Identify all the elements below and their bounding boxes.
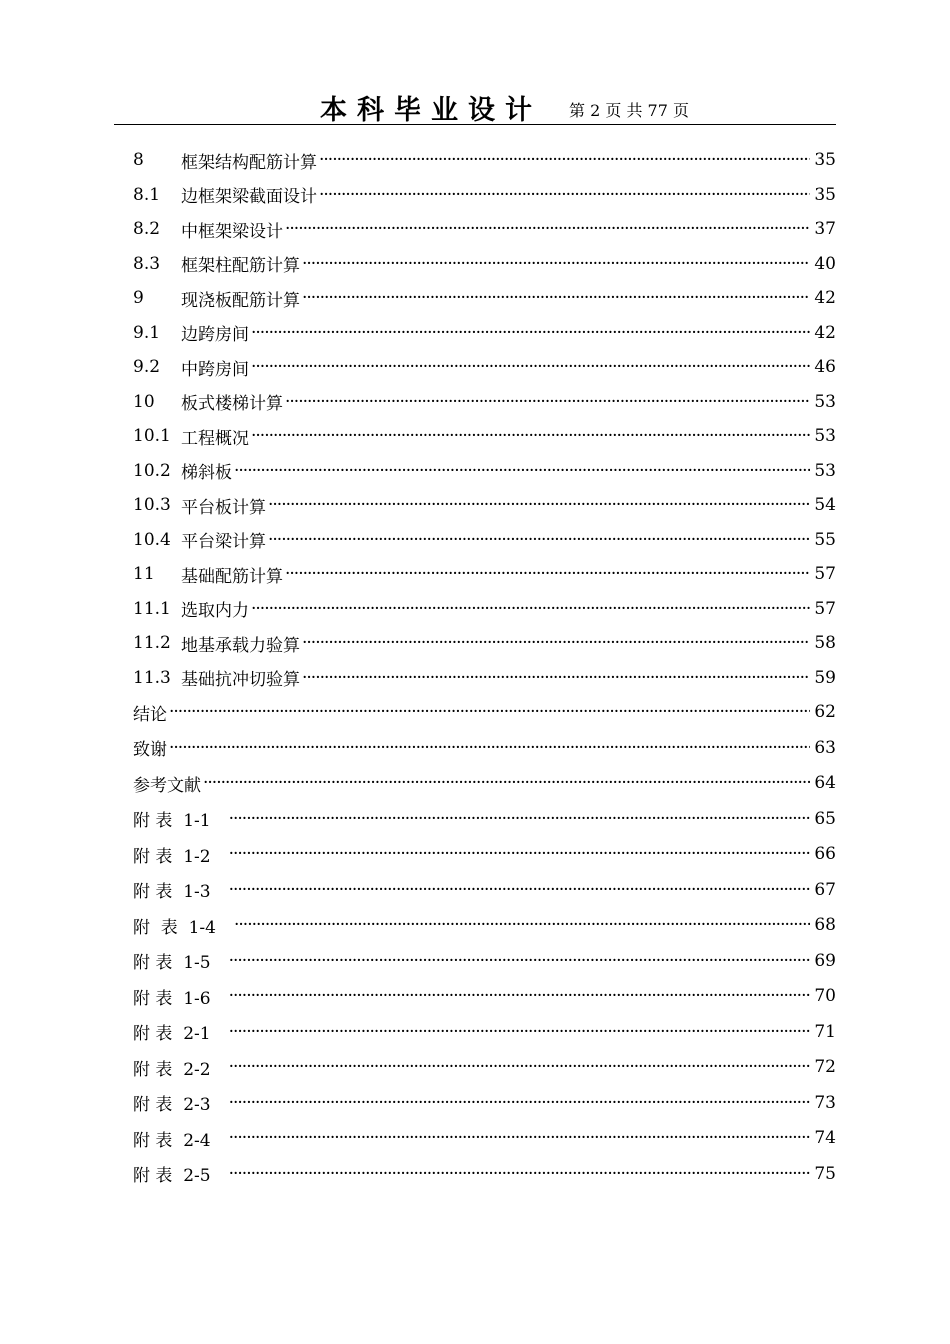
toc-entry-label: 边框架梁截面设计 <box>181 187 317 207</box>
dot-leader <box>285 387 810 417</box>
dot-leader <box>229 1088 810 1118</box>
toc-entry-page: 63 <box>814 737 836 758</box>
toc-entry[interactable] <box>133 663 836 693</box>
toc-entry[interactable] <box>133 697 836 727</box>
toc-entry[interactable] <box>133 387 836 417</box>
toc-entry[interactable] <box>133 1123 836 1153</box>
toc-entry-page: 42 <box>814 288 836 308</box>
dot-leader <box>251 421 810 451</box>
toc-entry[interactable] <box>133 318 836 348</box>
dot-leader <box>319 180 810 210</box>
dot-leader <box>229 1159 810 1189</box>
toc-entry-page: 53 <box>814 460 836 481</box>
toc-entry-page: 40 <box>814 253 836 274</box>
toc-entry-number: 11.3 <box>133 667 171 688</box>
toc-entry-page: 72 <box>814 1057 836 1077</box>
dot-leader <box>229 875 810 905</box>
dot-leader <box>251 352 810 382</box>
toc-entry-label: 附 表 1-2 <box>133 846 211 867</box>
toc-entry-label: 附 表 2-4 <box>133 1130 211 1151</box>
dot-leader <box>229 946 810 976</box>
toc-entry[interactable] <box>133 804 836 834</box>
toc-entry-label: 附 表 2-3 <box>133 1095 211 1115</box>
toc-entry-page: 54 <box>814 495 836 515</box>
toc-entry[interactable] <box>133 525 836 555</box>
toc-entry-page: 65 <box>814 808 836 829</box>
toc-entry[interactable] <box>133 1088 836 1118</box>
page-counter: 第 2 页 共 77 页 <box>569 101 689 120</box>
toc-entry-label: 平台梁计算 <box>181 532 266 552</box>
toc-entry[interactable] <box>133 180 836 210</box>
toc-entry-page: 69 <box>814 950 836 971</box>
dot-leader <box>234 456 810 486</box>
dot-leader <box>229 1052 810 1082</box>
toc-entry[interactable] <box>133 733 836 763</box>
dot-leader <box>251 318 810 348</box>
toc-entry-label: 工程概况 <box>181 428 249 449</box>
toc-entry-number: 8 <box>133 150 144 170</box>
toc-entry[interactable] <box>133 421 836 451</box>
toc-entry[interactable] <box>133 910 836 940</box>
toc-entry-label: 板式楼梯计算 <box>181 394 283 414</box>
dot-leader <box>285 214 810 244</box>
toc-entry-page: 71 <box>814 1021 836 1042</box>
toc-entry[interactable] <box>133 594 836 624</box>
toc-entry-label: 附 表 1-4 <box>133 917 216 938</box>
toc-entry[interactable] <box>133 946 836 976</box>
toc-entry-label: 致谢 <box>133 740 167 760</box>
toc-entry-label: 附 表 2-5 <box>133 1166 211 1186</box>
toc-entry-label: 地基承载力验算 <box>181 635 300 656</box>
toc-entry[interactable] <box>133 214 836 244</box>
toc-entry[interactable] <box>133 352 836 382</box>
dot-leader <box>229 839 810 869</box>
toc-entry-label: 参考文献 <box>133 775 201 796</box>
toc-entry-label: 结论 <box>133 704 167 725</box>
toc-entry-page: 73 <box>814 1092 836 1113</box>
dot-leader <box>319 145 810 175</box>
toc-entry[interactable] <box>133 145 836 175</box>
toc-entry-label: 中跨房间 <box>181 359 249 380</box>
toc-entry-label: 框架柱配筋计算 <box>181 256 300 276</box>
dot-leader <box>229 804 810 834</box>
toc-entry-page: 59 <box>814 667 836 688</box>
toc-entry-page: 62 <box>814 702 836 722</box>
dot-leader <box>229 981 810 1011</box>
toc-entry-label: 附 表 2-2 <box>133 1059 211 1080</box>
toc-entry-page: 37 <box>814 219 836 239</box>
toc-entry-label: 附 表 2-1 <box>133 1024 211 1044</box>
toc-entry-page: 57 <box>814 564 836 584</box>
dot-leader <box>302 283 810 313</box>
toc-entry-label: 选取内力 <box>181 601 249 621</box>
toc-entry[interactable] <box>133 981 836 1011</box>
toc-entry[interactable] <box>133 1159 836 1189</box>
toc-entry-number: 9 <box>133 288 144 308</box>
toc-entry-label: 中框架梁设计 <box>181 221 283 242</box>
page-header <box>114 86 836 125</box>
toc-entry-page: 35 <box>814 184 836 205</box>
toc-entry-number: 10.4 <box>133 529 171 550</box>
dot-leader <box>234 910 810 940</box>
toc-entry-number: 8.2 <box>133 219 161 239</box>
toc-entry-number: 9.1 <box>133 322 161 343</box>
toc-entry[interactable] <box>133 875 836 905</box>
dot-leader <box>251 594 810 624</box>
toc-entry-number: 11.1 <box>133 598 171 619</box>
toc-entry-number: 10.2 <box>133 460 171 481</box>
toc-entry-page: 42 <box>814 322 836 343</box>
toc-entry-label: 平台板计算 <box>181 497 266 518</box>
document-title: 本科毕业设计 <box>320 95 542 126</box>
toc-entry-number: 10.1 <box>133 426 171 446</box>
toc-entry[interactable] <box>133 490 836 520</box>
toc-entry-label: 附 表 1-5 <box>133 953 211 973</box>
dot-leader <box>229 1017 810 1047</box>
dot-leader <box>268 525 810 555</box>
toc-entry-number: 8.3 <box>133 253 161 274</box>
dot-leader <box>203 768 810 798</box>
toc-entry-page: 46 <box>814 357 836 377</box>
toc-entry-number: 11.2 <box>133 633 171 653</box>
toc-entry[interactable] <box>133 768 836 798</box>
toc-entry-number: 11 <box>133 564 155 584</box>
toc-entry[interactable] <box>133 839 836 869</box>
toc-entry-label: 附 表 1-1 <box>133 811 211 831</box>
toc-entry-label: 附 表 1-3 <box>133 882 211 902</box>
toc-entry-page: 75 <box>814 1163 836 1184</box>
toc-entry-page: 64 <box>814 773 836 793</box>
toc-entry-label: 基础抗冲切验算 <box>181 670 300 690</box>
toc-entry-page: 66 <box>814 844 836 864</box>
dot-leader <box>302 663 810 693</box>
toc-entry-page: 53 <box>814 391 836 412</box>
toc-entry[interactable] <box>133 559 836 589</box>
dot-leader <box>229 1123 810 1153</box>
toc-entry[interactable] <box>133 1017 836 1047</box>
toc-entry-number: 10.3 <box>133 495 171 515</box>
dot-leader <box>268 490 810 520</box>
toc-entry-label: 现浇板配筋计算 <box>181 290 300 311</box>
dot-leader <box>285 559 810 589</box>
toc-entry-label: 框架结构配筋计算 <box>181 152 317 173</box>
toc-entry-number: 10 <box>133 391 155 412</box>
toc-entry-label: 边跨房间 <box>181 325 249 345</box>
toc-entry-number: 8.1 <box>133 184 161 205</box>
dot-leader <box>169 733 810 763</box>
toc-entry-page: 55 <box>814 529 836 550</box>
toc-entry-page: 57 <box>814 598 836 619</box>
toc-entry-page: 74 <box>814 1128 836 1148</box>
toc-entry-page: 53 <box>814 426 836 446</box>
dot-leader <box>302 249 810 279</box>
toc-entry-label: 基础配筋计算 <box>181 566 283 587</box>
toc-entry-page: 68 <box>814 915 836 935</box>
toc-entry-number: 9.2 <box>133 357 161 377</box>
toc-entry-page: 58 <box>814 633 836 653</box>
dot-leader <box>169 697 810 727</box>
toc-entry[interactable] <box>133 628 836 658</box>
dot-leader <box>302 628 810 658</box>
toc-entry[interactable] <box>133 1052 836 1082</box>
toc-entry-label: 附 表 1-6 <box>133 988 211 1009</box>
toc-entry-page: 67 <box>814 879 836 900</box>
toc-entry-page: 35 <box>814 150 836 170</box>
toc-entry[interactable] <box>133 249 836 279</box>
toc-entry[interactable] <box>133 456 836 486</box>
toc-entry-page: 70 <box>814 986 836 1006</box>
toc-entry-label: 梯斜板 <box>181 463 232 483</box>
toc-entry[interactable] <box>133 283 836 313</box>
